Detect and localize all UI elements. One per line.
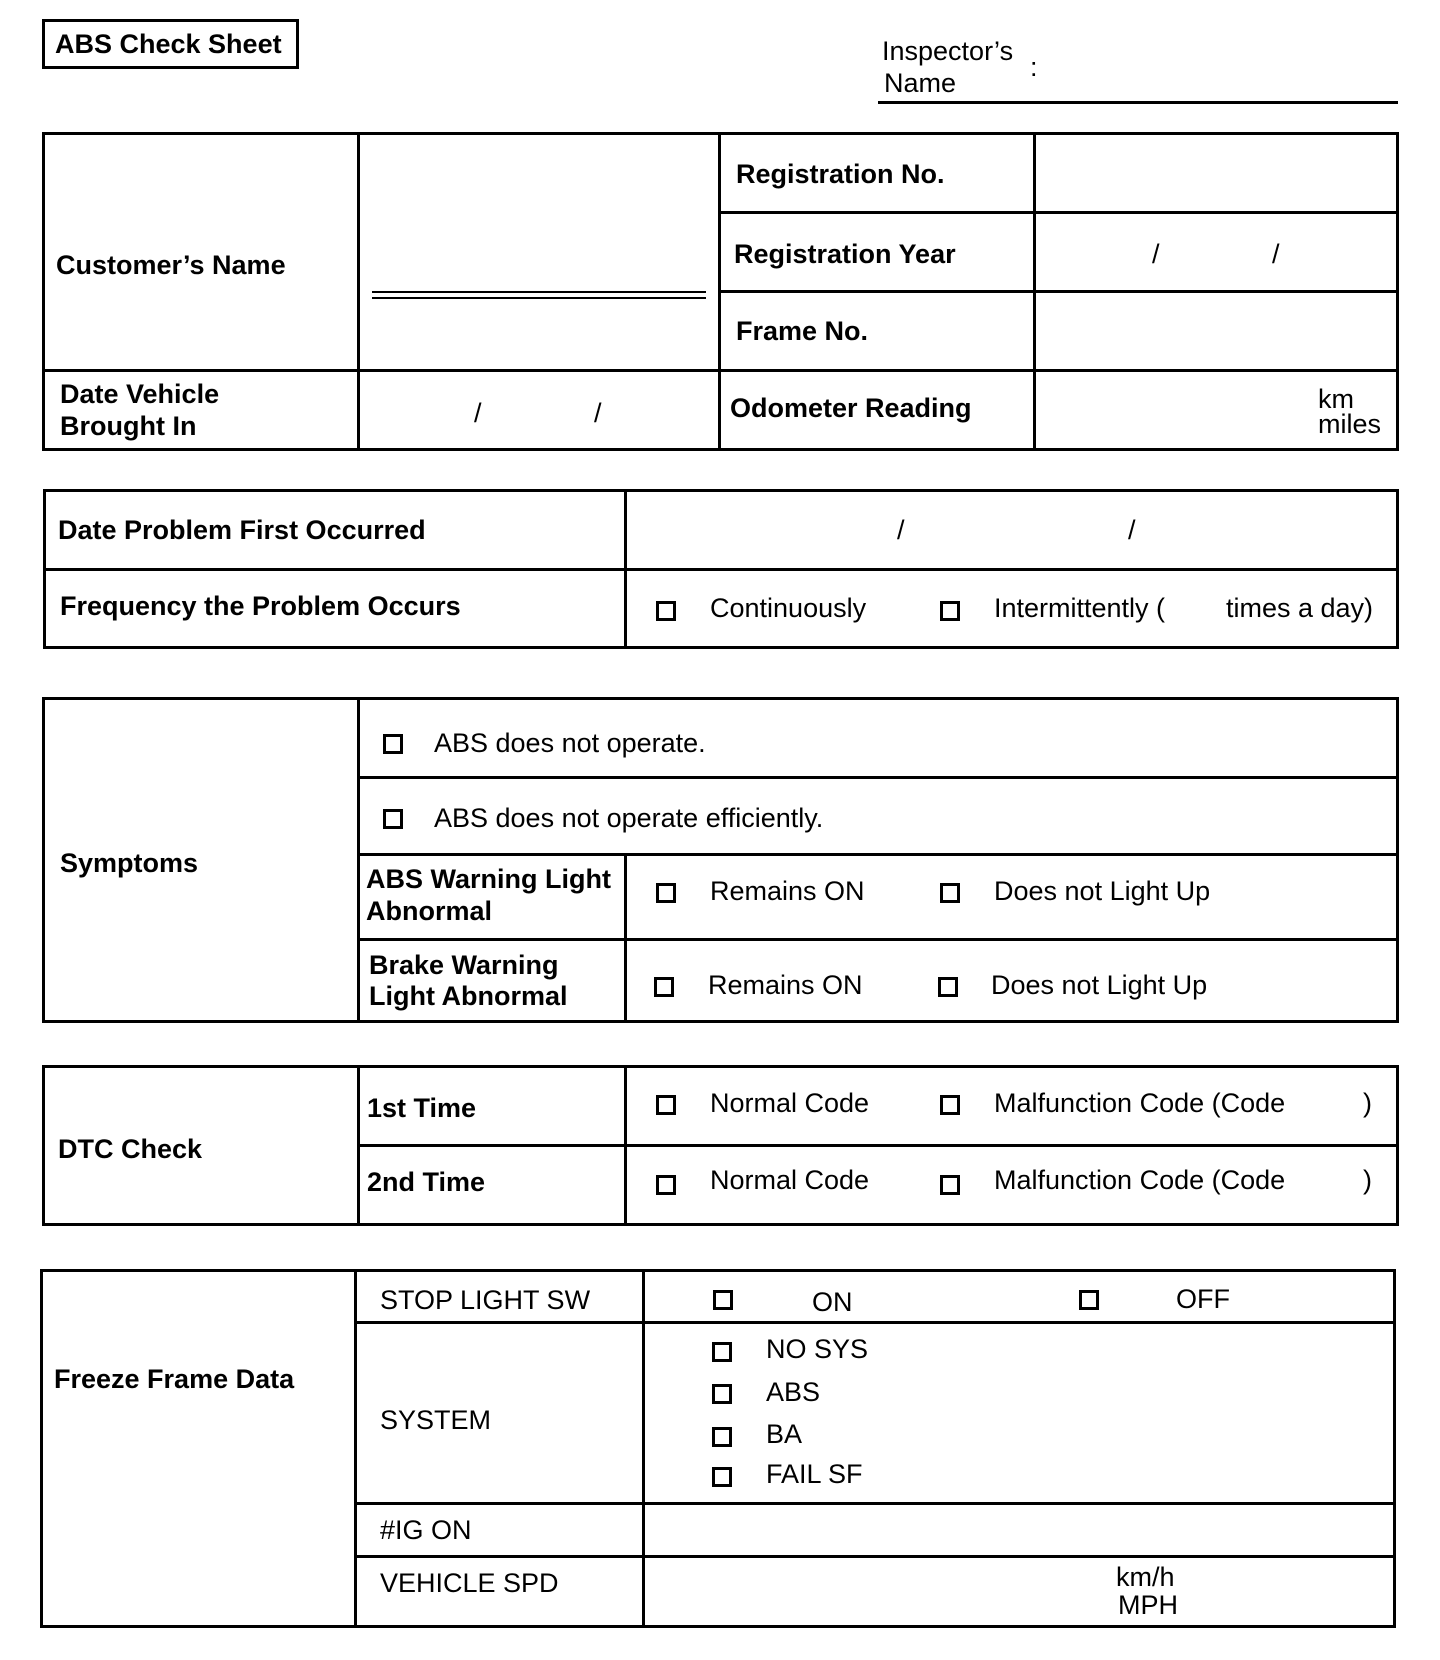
customer-name-field-underline [372, 297, 706, 299]
divider [357, 853, 1398, 856]
abs-warning-light-label-line1: ABS Warning Light [366, 864, 611, 894]
divider [43, 489, 46, 649]
checkbox-system-fail-sf[interactable] [712, 1467, 732, 1487]
divider [42, 1065, 45, 1226]
date-first-occurred-label: Date Problem First Occurred [58, 515, 426, 545]
brake-warning-light-label-line1: Brake Warning [369, 950, 559, 980]
second-time-label: 2nd Time [367, 1167, 486, 1197]
divider [42, 697, 1398, 700]
dtc1-close-paren: ) [1363, 1088, 1372, 1118]
sheet-title: ABS Check Sheet [42, 19, 299, 69]
inspector-label-line1: Inspector’s [882, 36, 1014, 66]
checkbox-intermittently[interactable] [940, 601, 960, 621]
registration-year-sep: / [1152, 239, 1160, 269]
divider [43, 568, 1399, 571]
divider [357, 1065, 360, 1226]
abs-not-operate-label: ABS does not operate. [434, 728, 706, 758]
checkbox-abs-remains-on[interactable] [656, 883, 676, 903]
checkbox-continuously[interactable] [656, 601, 676, 621]
checkbox-system-no-sys[interactable] [712, 1342, 732, 1362]
inspector-label-line2: Name [884, 68, 957, 98]
checkbox-abs-not-operate[interactable] [383, 734, 403, 754]
frame-no-label: Frame No. [736, 316, 869, 346]
checkbox-dtc1-normal[interactable] [656, 1095, 676, 1115]
odometer-unit-miles: miles [1318, 409, 1382, 439]
customer-name-label: Customer’s Name [56, 250, 286, 280]
checkbox-dtc1-malfunction[interactable] [940, 1095, 960, 1115]
divider [1396, 489, 1399, 649]
odometer-unit-km: km [1318, 384, 1354, 414]
intermittently-label: Intermittently ( [994, 593, 1166, 623]
inspector-colon: : [1030, 52, 1038, 82]
vehicle-spd-label: VEHICLE SPD [380, 1568, 559, 1598]
continuously-label: Continuously [710, 593, 867, 623]
date-brought-label-line2: Brought In [60, 411, 197, 441]
abs-does-not-light-up-label: Does not Light Up [994, 876, 1211, 906]
dtc2-normal-label: Normal Code [710, 1165, 870, 1195]
registration-year-label: Registration Year [734, 239, 956, 269]
date-brought-sep: / [474, 398, 482, 428]
system-label: SYSTEM [380, 1405, 492, 1435]
divider [40, 1625, 1395, 1628]
stop-light-sw-label: STOP LIGHT SW [380, 1285, 591, 1315]
abs-warning-light-label-line2: Abnormal [366, 896, 493, 926]
divider [42, 132, 45, 451]
checkbox-abs-not-efficient[interactable] [383, 809, 403, 829]
dtc2-close-paren: ) [1363, 1165, 1372, 1195]
symptoms-label: Symptoms [60, 848, 199, 878]
system-option-fail-sf: FAIL SF [766, 1459, 863, 1489]
checkbox-brake-remains-on[interactable] [654, 977, 674, 997]
ig-on-field[interactable] [645, 1505, 1393, 1555]
dtc2-malfunction-label: Malfunction Code (Code [994, 1165, 1286, 1195]
odometer-label: Odometer Reading [730, 393, 972, 423]
stop-light-off-label: OFF [1176, 1284, 1230, 1314]
divider [42, 1065, 1398, 1068]
divider [357, 776, 1398, 779]
divider [357, 697, 360, 1023]
stop-light-on-label: ON [812, 1287, 853, 1317]
system-option-abs: ABS [766, 1377, 821, 1407]
ig-on-label: #IG ON [380, 1515, 472, 1545]
frequency-label: Frequency the Problem Occurs [60, 591, 461, 621]
divider [354, 1321, 1395, 1324]
date-brought-label-line1: Date Vehicle [60, 379, 220, 409]
checkbox-brake-does-not-light-up[interactable] [938, 977, 958, 997]
divider [40, 1269, 1395, 1272]
registration-no-label: Registration No. [736, 159, 945, 189]
dtc-check-label: DTC Check [58, 1134, 203, 1164]
first-time-label: 1st Time [367, 1093, 477, 1123]
divider [354, 1555, 1395, 1558]
divider [624, 489, 627, 649]
divider [42, 697, 45, 1023]
checkbox-stop-light-off[interactable] [1079, 1290, 1099, 1310]
divider [357, 132, 360, 451]
inspector-name-field[interactable] [878, 101, 1398, 104]
brake-does-not-light-up-label: Does not Light Up [991, 970, 1208, 1000]
checkbox-abs-does-not-light-up[interactable] [940, 883, 960, 903]
freeze-frame-label: Freeze Frame Data [54, 1364, 295, 1394]
divider [718, 211, 1398, 214]
date-brought-sep: / [594, 398, 602, 428]
registration-no-field[interactable] [1036, 135, 1396, 211]
frame-no-field[interactable] [1036, 293, 1396, 369]
divider [357, 938, 1398, 941]
checkbox-system-ba[interactable] [712, 1427, 732, 1447]
registration-year-sep: / [1272, 239, 1280, 269]
date-first-sep: / [1128, 515, 1136, 545]
dtc1-malfunction-label: Malfunction Code (Code [994, 1088, 1286, 1118]
divider [624, 1065, 627, 1226]
abs-remains-on-label: Remains ON [710, 876, 865, 906]
date-first-sep: / [897, 515, 905, 545]
divider [357, 1144, 1398, 1147]
dtc1-normal-label: Normal Code [710, 1088, 870, 1118]
divider [42, 1020, 1398, 1023]
divider [43, 646, 1399, 649]
checkbox-dtc2-malfunction[interactable] [940, 1175, 960, 1195]
times-a-day-label: times a day) [1226, 593, 1374, 623]
checkbox-stop-light-on[interactable] [713, 1290, 733, 1310]
divider [1396, 1065, 1399, 1226]
system-option-no-sys: NO SYS [766, 1334, 869, 1364]
divider [42, 1223, 1398, 1226]
divider [42, 369, 1398, 372]
abs-not-efficient-label: ABS does not operate efficiently. [434, 803, 824, 833]
checkbox-system-abs[interactable] [712, 1384, 732, 1404]
vehicle-spd-unit-mph: MPH [1118, 1590, 1178, 1620]
brake-remains-on-label: Remains ON [708, 970, 863, 1000]
divider [43, 489, 1399, 492]
divider [40, 1269, 43, 1628]
customer-name-field[interactable] [372, 291, 706, 293]
system-option-ba: BA [766, 1419, 803, 1449]
vehicle-spd-unit-kmh: km/h [1116, 1562, 1175, 1592]
divider [1396, 697, 1399, 1023]
checkbox-dtc2-normal[interactable] [656, 1175, 676, 1195]
brake-warning-light-label-line2: Light Abnormal [369, 981, 568, 1011]
